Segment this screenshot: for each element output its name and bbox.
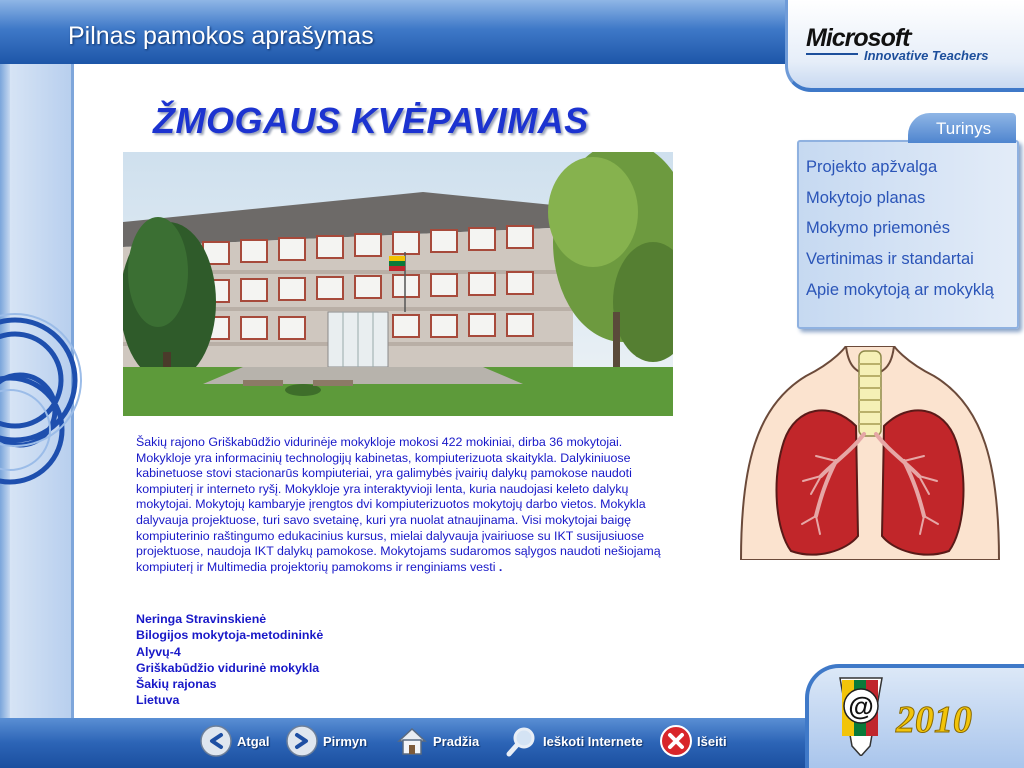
- back-button[interactable]: [200, 724, 270, 758]
- lungs-illustration: [736, 346, 1004, 560]
- menu-item-about-teacher-school[interactable]: Apie mokytoją ar mokyklą: [806, 281, 994, 299]
- contents-tab: [908, 113, 1016, 143]
- microsoft-logo: Microsoft• Innovative Teachers: [785, 0, 1024, 92]
- author-name: Neringa Stravinskienė: [136, 612, 267, 626]
- menu-item-project-overview[interactable]: Projekto apžvalga: [806, 158, 938, 176]
- menu-item-teacher-plan[interactable]: Mokytojo planas: [806, 189, 926, 207]
- year-2010-logo: [830, 672, 1010, 756]
- page-title: Pilnas pamokos aprašymas: [68, 22, 374, 50]
- description-text: Šakių rajono Griškabūdžio vidurinėje mokykloje mokosi 422 mokiniai, dirba 36 mokytojai. Mokykloje yra informacinių technologijų kabinetas, kompiuterizuota skaitykla. Dalykiniuose kabinetuose stovi stacionarūs kompiuteriai, yra galimybės įvairių dalykų pamokose naudoti kompiuterį ir interneto ryšį. Mokykloje yra interaktyvioji lenta, kuria naudojasi keleto dalykų mokytojai. Mokytojų kambaryje įrengtos dvi kompiuterizuotos mokytojų darbo vietos. Mokykla dalyvauja projektuose, turi savo svetainę, kuri yra nuolat atnaujinama. Visi mokytojai baigę kompiuterinio raštingumo edukacinius kursus, mielai dalyvauja įvairiuose su IKT susijusiuose projektuose, naudoja IKT dalykų pamokose. Mokytojams sudaromos sąlygos naudoti nešiojamą kompiuterį ir Multimedia projektorių pamokoms ir renginiams vesti: [136, 435, 661, 574]
- school-photo: [123, 152, 673, 416]
- author-district: Šakių rajonas: [136, 677, 217, 692]
- arrow-right-icon: [286, 725, 318, 757]
- at-sign: @: [848, 691, 874, 721]
- exit-label: Išeiti: [697, 733, 727, 749]
- lesson-heading: ŽMOGAUS KVĖPAVIMAS: [153, 100, 589, 141]
- description-end: .: [495, 559, 503, 574]
- menu-item-teaching-resources[interactable]: Mokymo priemonės: [806, 219, 950, 237]
- search-internet-label: Ieškoti Internete: [543, 733, 643, 749]
- author-role: Bilogijos mokytoja-metodininkė: [136, 628, 324, 643]
- back-label: Atgal: [237, 733, 270, 749]
- school-description: [136, 435, 676, 575]
- author-country: Lietuva: [136, 693, 180, 708]
- brand-name: Microsoft: [806, 24, 910, 52]
- brand-tagline: Innovative Teachers: [864, 48, 989, 63]
- exit-button[interactable]: [660, 724, 727, 758]
- author-school: Griškabūdžio vidurinė mokykla: [136, 660, 320, 675]
- year-text: 2010: [896, 699, 972, 741]
- forward-button[interactable]: [286, 724, 367, 758]
- author-street: Alyvų-4: [136, 644, 181, 659]
- home-button[interactable]: [396, 724, 479, 758]
- contents-tab-label: Turinys: [936, 119, 992, 138]
- magnifier-icon: [506, 725, 538, 757]
- search-internet-button[interactable]: [506, 724, 643, 758]
- forward-label: Pirmyn: [323, 733, 368, 749]
- close-icon: [660, 725, 692, 757]
- decorative-rings: [0, 290, 90, 530]
- menu-item-assessment-standards[interactable]: Vertinimas ir standartai: [806, 250, 974, 268]
- home-icon: [396, 725, 428, 757]
- arrow-left-icon: [200, 725, 232, 757]
- home-label: Pradžia: [433, 733, 480, 749]
- author-block: [136, 611, 323, 709]
